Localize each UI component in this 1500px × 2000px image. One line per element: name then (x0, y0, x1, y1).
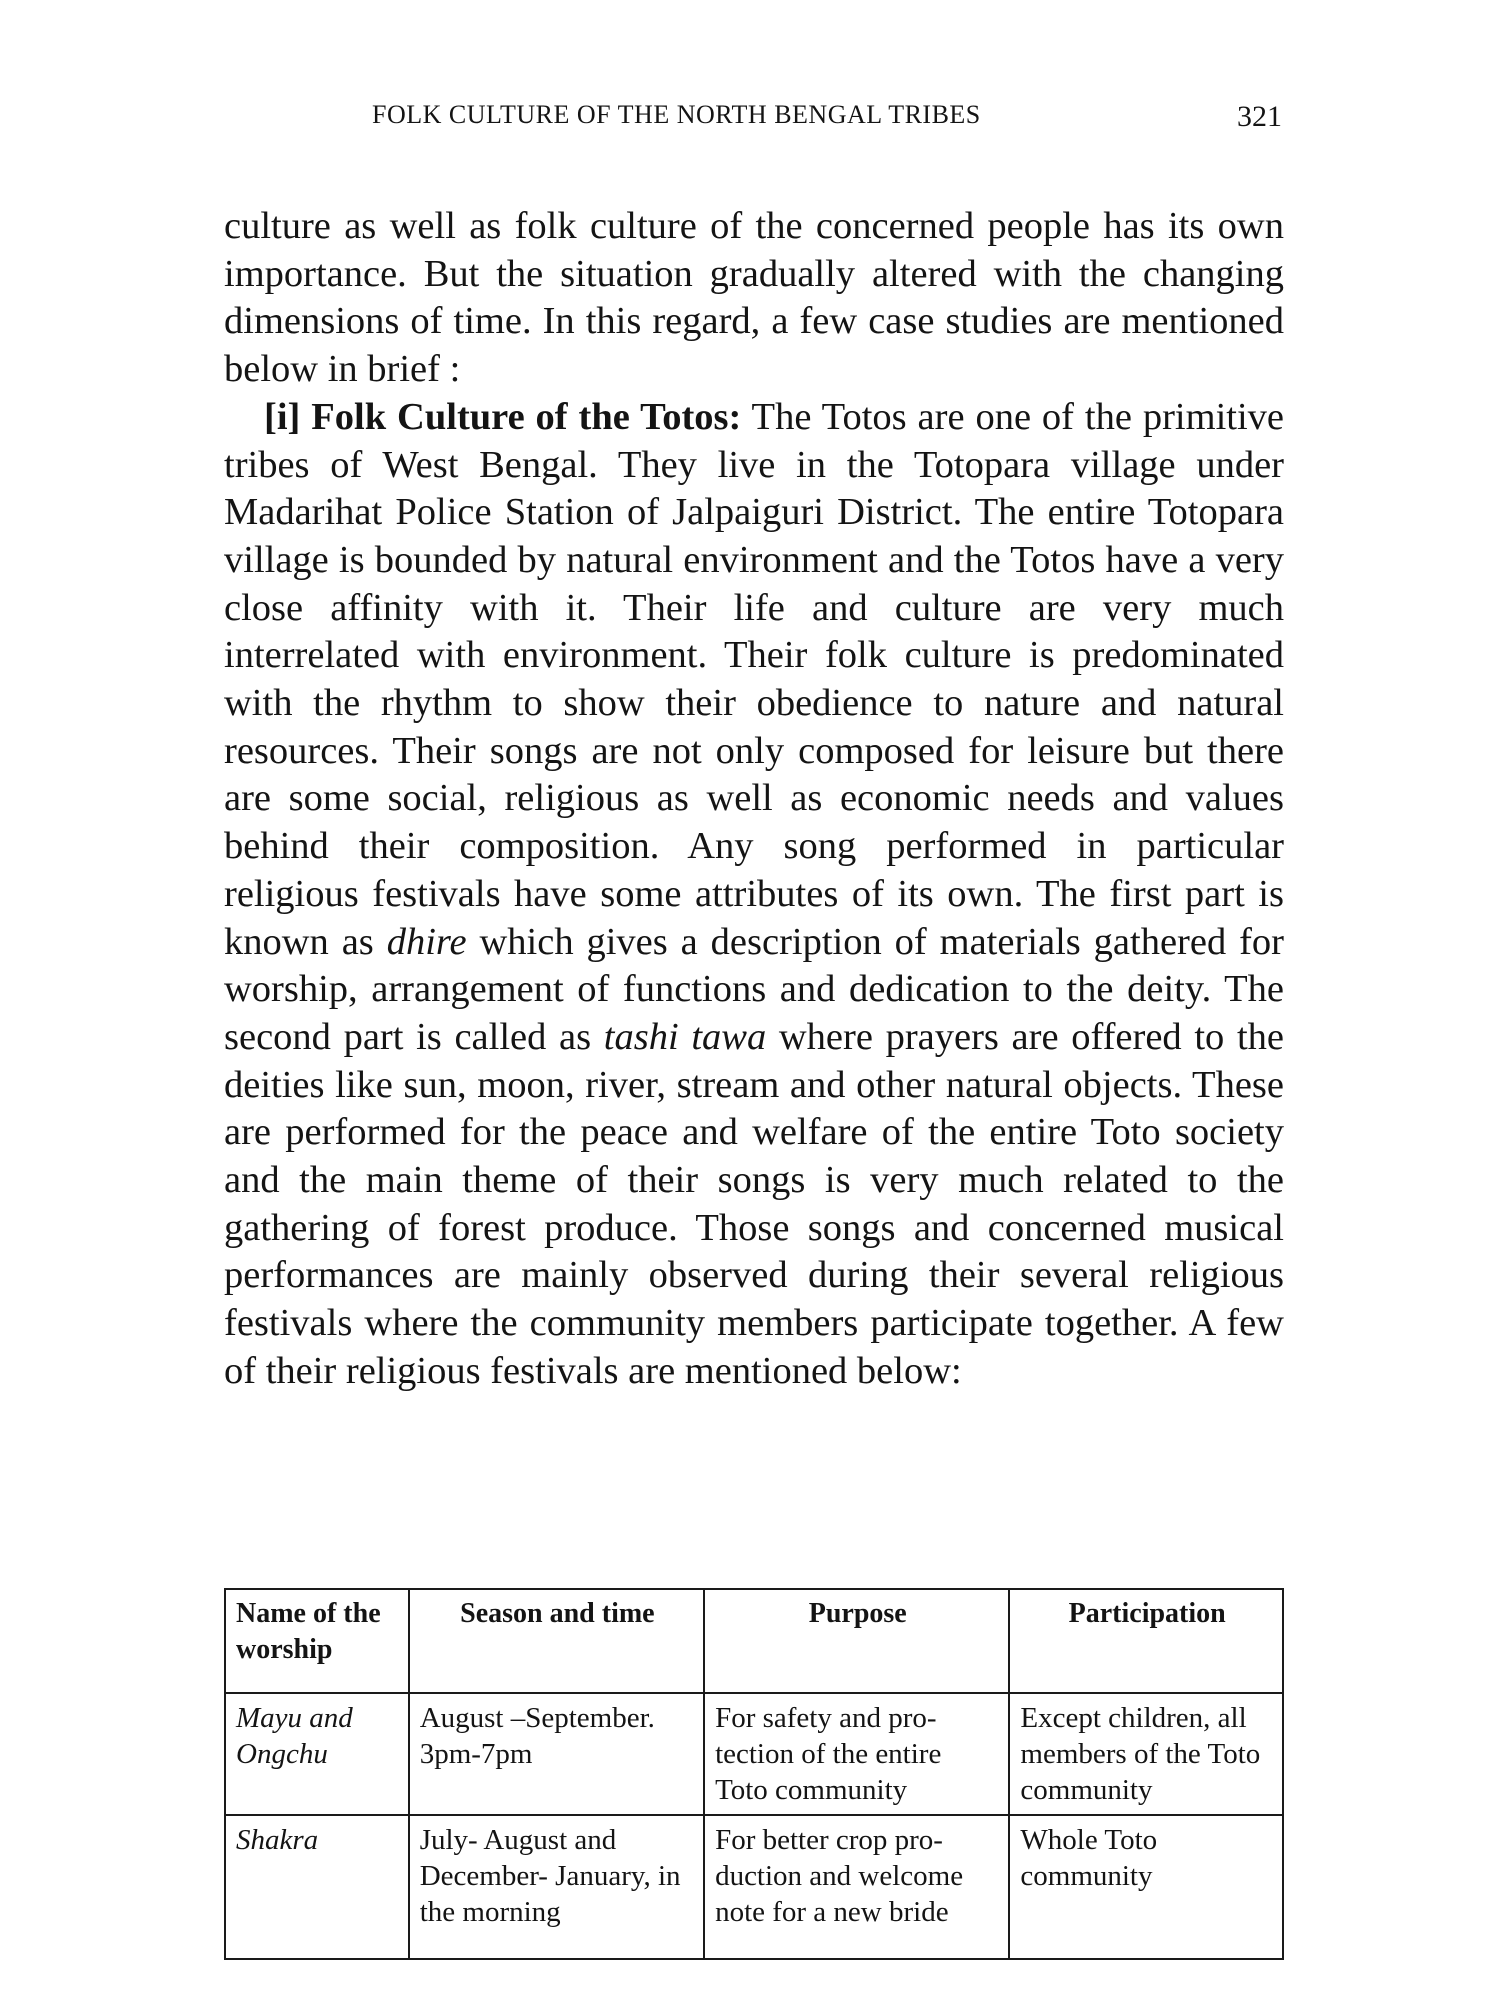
page-number: 321 (1237, 100, 1282, 133)
table-cell-season: August –September. 3pm-7pm (409, 1693, 704, 1815)
table-cell-worship: Shakra (225, 1815, 409, 1959)
body-text (224, 203, 1284, 1396)
table-cell-participation: Whole Toto community (1009, 1815, 1283, 1959)
section-heading-totos: [i] Folk Culture of the Totos: (264, 395, 742, 438)
term-tashi-tawa: tashi tawa (603, 1015, 767, 1058)
table-cell-worship: Mayu and Ongchu (225, 1693, 409, 1815)
paragraph-text: The Totos are one of the primitive tribes of West Bengal. They live in the Totopara village under Madarihat Police Station of Jalpaiguri District. The entire Totopara village is bounded by natural environment and the Totos have a very close affinity with it. Their life and culture are very much interrelated with environment. Their folk culture is predominated with the rhythm to show their obedience to nature and natural resources. Their songs are not only composed for leisure but there are some social, religious as well as economic needs and values behind their composition. Any song performed in particular religious festivals have some attributes of its own. The first part is known as (224, 395, 1284, 963)
paragraph-intro: culture as well as folk culture of the concerned people has its own importance. But the situation gradually altered with the changing dimensions of time. In this regard, a few case studies are mentioned below in brief : (224, 205, 1284, 391)
table-cell-purpose: For better crop pro- duction and welcome note for a new bride (704, 1815, 1009, 1959)
column-header-participation: Participation (1009, 1589, 1283, 1693)
paragraph-text: where prayers are offered to the deities like sun, moon, river, stream and other natural objects. These are performed for the peace and welfare of the entire Toto society and the main theme of their songs is very much related to the gathering of forest produce. Those songs and concerned musical performances are mainly observed during their several religious festivals where the community members participate together. A few of their religious festivals are mentioned below: (224, 1015, 1284, 1392)
page-header (372, 100, 1282, 140)
table-cell-season: July- August and December- January, in the morning (409, 1815, 704, 1959)
festivals-table (224, 1588, 1284, 1960)
running-title: FOLK CULTURE OF THE NORTH BENGAL TRIBES (372, 100, 981, 129)
term-dhire: dhire (386, 920, 467, 963)
table-row (225, 1693, 1283, 1815)
table-row (225, 1815, 1283, 1959)
table-cell-purpose: For safety and pro- tection of the entire Toto community (704, 1693, 1009, 1815)
table-cell-participation: Except children, all members of the Toto community (1009, 1693, 1283, 1815)
paragraph-totos (224, 394, 1284, 1396)
column-header-name: Name of the worship (225, 1589, 409, 1693)
paragraph-text: which gives a description of materials gathered for worship, arrangement of functions and dedication to the deity. The second part is called as (224, 920, 1284, 1058)
column-header-season: Season and time (409, 1589, 704, 1693)
table-header-row (225, 1589, 1283, 1693)
column-header-purpose: Purpose (704, 1589, 1009, 1693)
